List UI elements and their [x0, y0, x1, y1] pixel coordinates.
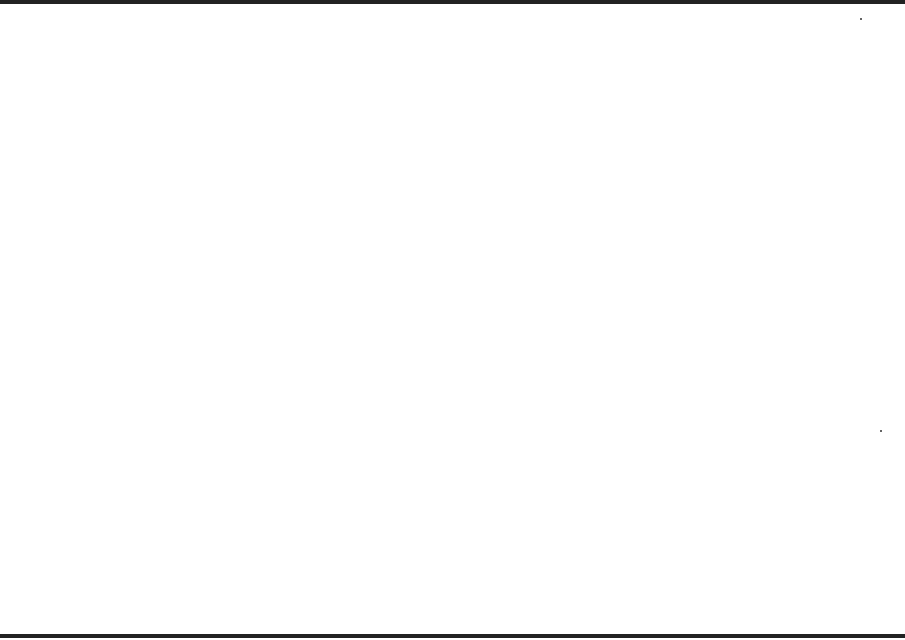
- scan-speck: [860, 18, 862, 20]
- scan-speck: [880, 430, 882, 432]
- scan-bottom-border: [0, 634, 905, 638]
- scan-top-border: [0, 0, 905, 4]
